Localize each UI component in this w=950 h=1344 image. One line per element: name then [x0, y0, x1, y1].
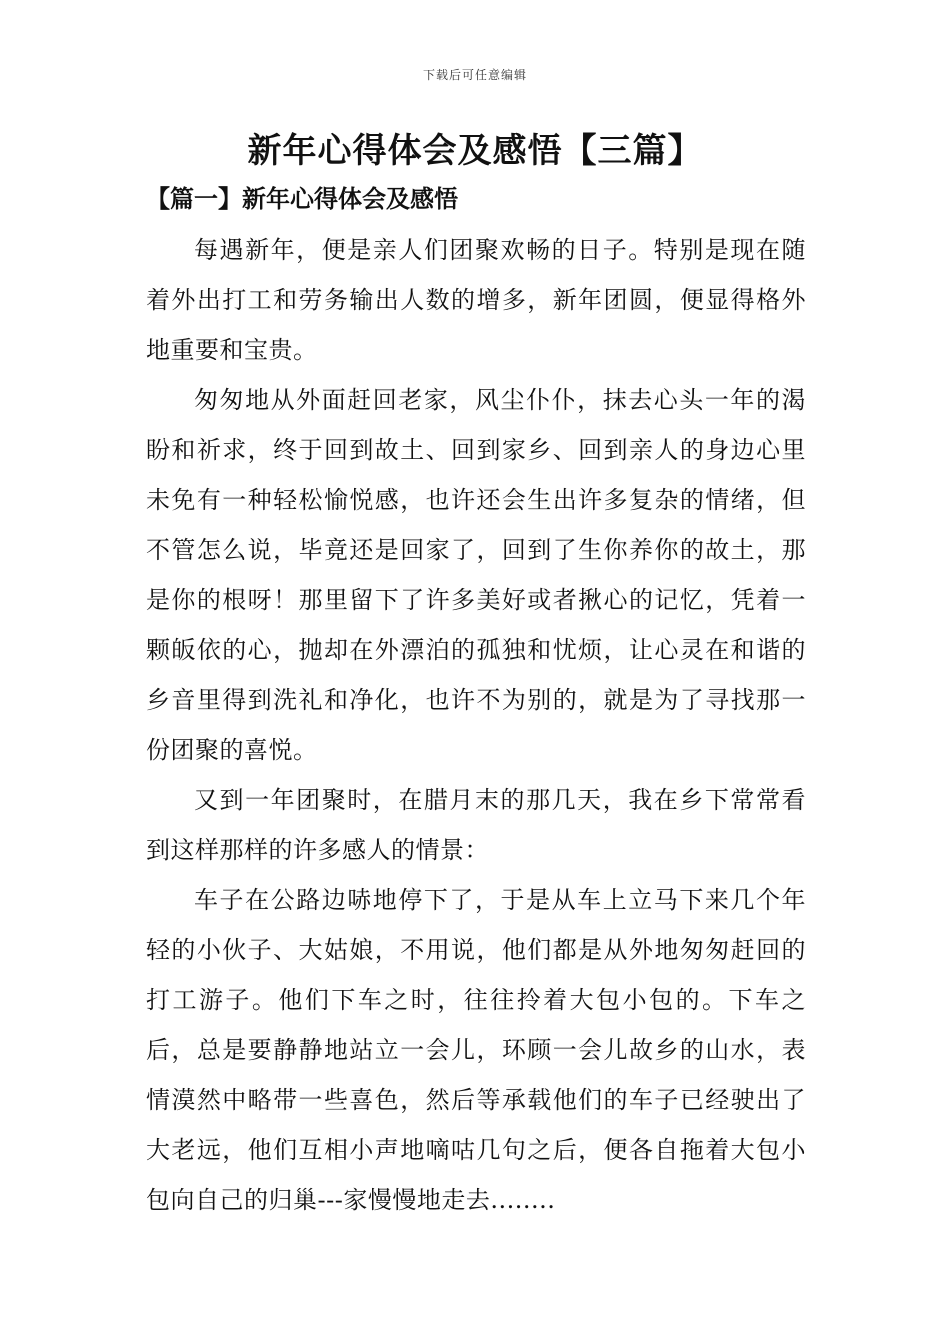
- header-note: 下载后可任意编辑: [422, 68, 527, 82]
- document-title: 新年心得体会及感悟【三篇】: [247, 131, 703, 171]
- document-body: [146, 225, 806, 1225]
- paragraph-4: 车子在公路边哧地停下了，于是从车上立马下来几个年轻的小伙子、大姑娘，不用说，他们都是从外地匆匆赶回的打工游子。他们下车之时，往往拎着大包小包的。下车之后，总是要静静地站立一会儿，环顾一会儿故乡的山水，表情漠然中略带一些喜色，然后等承载他们的车子已经驶出了大老远，他们互相小声地嘀咕几句之后，便各自拖着大包小包向自己的归巢---家慢慢地走去........: [146, 886, 806, 1214]
- paragraph-3: 又到一年团聚时，在腊月末的那几天，我在乡下常常看到这样那样的许多感人的情景：: [146, 786, 806, 864]
- paragraph-2: 匆匆地从外面赶回老家，风尘仆仆，抹去心头一年的渴盼和祈求，终于回到故土、回到家乡、回到亲人的身边心里未免有一种轻松愉悦感，也许还会生出许多复杂的情绪，但不管怎么说，毕竟还是回家了，回到了生你养你的故土，那是你的根呀！那里留下了许多美好或者揪心的记忆，凭着一颗皈依的心，抛却在外漂泊的孤独和忧烦，让心灵在和谐的乡音里得到洗礼和净化，也许不为别的，就是为了寻找那一份团聚的喜悦。: [146, 386, 806, 764]
- section-title: 【篇一】新年心得体会及感悟: [146, 184, 458, 213]
- paragraph-1: 每遇新年，便是亲人们团聚欢畅的日子。特别是现在随着外出打工和劳务输出人数的增多，新年团圆，便显得格外地重要和宝贵。: [146, 236, 806, 364]
